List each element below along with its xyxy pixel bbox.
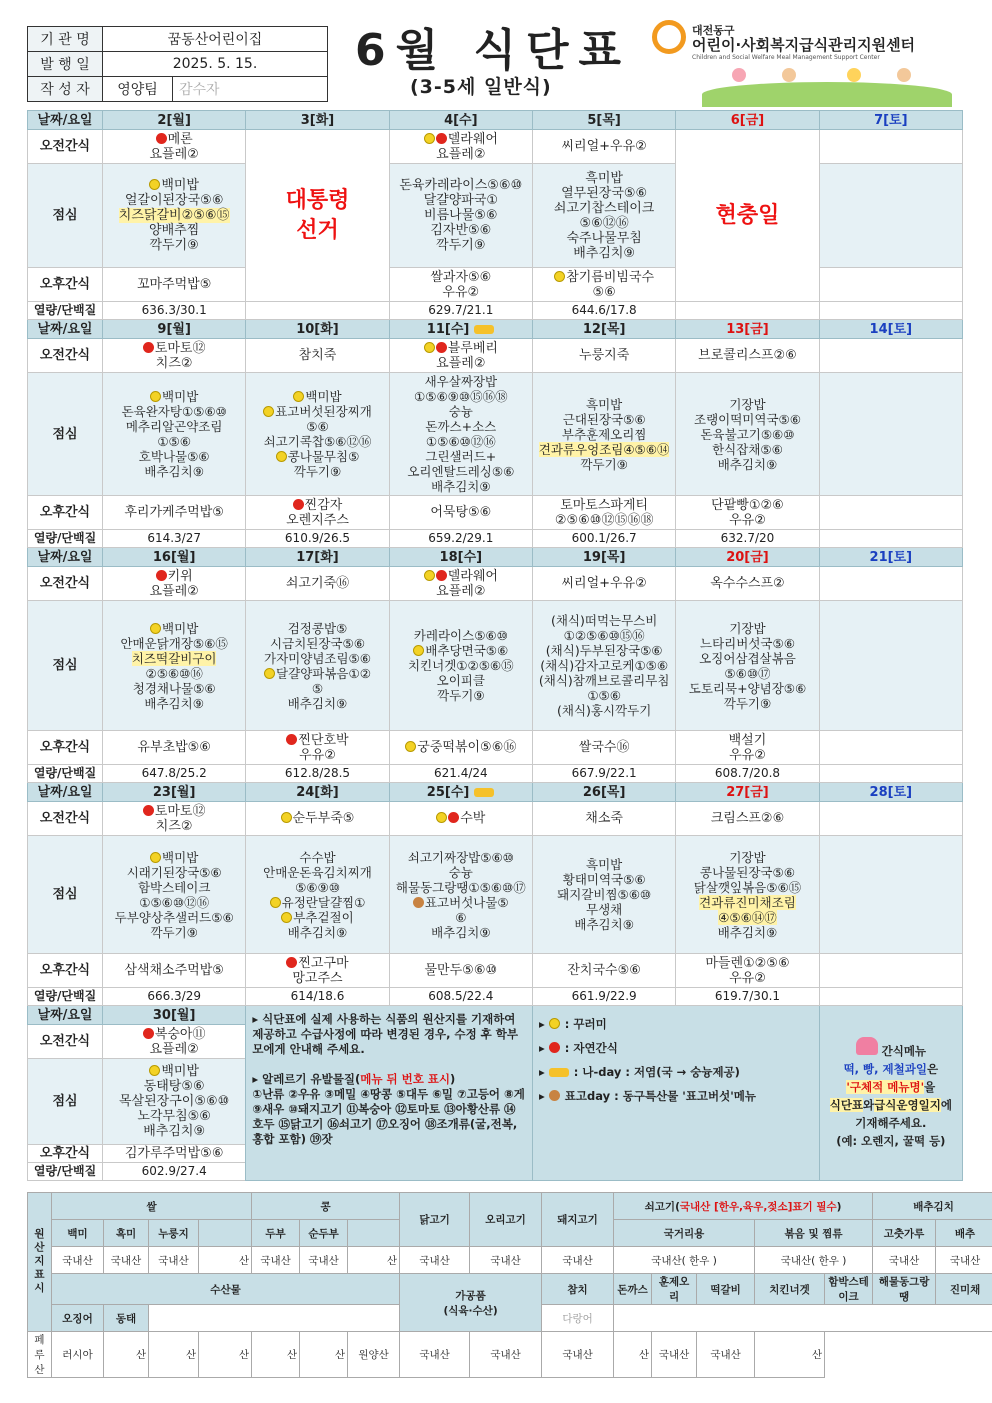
lemon-icon xyxy=(424,133,435,144)
lunch-menu: 흑미밥 열무된장국⑤⑥ 쇠고기찹스테이크 ⑤⑥⑫⑯ 숙주나물무침 배추김치⑨ xyxy=(532,164,675,268)
afternoon-label: 오후간식 xyxy=(28,731,103,765)
lemon-icon xyxy=(293,391,304,402)
apple-icon xyxy=(286,734,297,745)
afternoon-menu: 잔치국수⑤⑥ xyxy=(532,954,675,988)
origin-subhead: 해물동그랑땡 xyxy=(873,1274,936,1305)
afternoon-menu: 꼬마주먹밥⑤ xyxy=(103,268,246,302)
origin-subhead: 고춧가루 xyxy=(873,1220,936,1247)
morning-menu: 순두부죽⑤ xyxy=(246,802,389,836)
day-label: 날짜/요일 xyxy=(28,1006,103,1025)
afternoon-label: 오후간식 xyxy=(28,268,103,302)
lemon-icon xyxy=(424,342,435,353)
morning-menu: 씨리얼+우유② xyxy=(532,567,675,601)
author: 영양팀 xyxy=(103,77,173,102)
morning-menu: 수박 xyxy=(389,802,532,836)
morning-menu: 메론 요플레② xyxy=(103,130,246,164)
origin-value: 국내산 xyxy=(873,1247,936,1274)
logo-hill-icon xyxy=(702,82,952,107)
apple-icon xyxy=(549,1042,560,1053)
kid-icon xyxy=(847,68,861,82)
origin-duck-head: 오리고기 xyxy=(470,1193,542,1247)
holiday-label: 대통령 선거 xyxy=(285,187,350,243)
lemon-icon xyxy=(270,897,281,908)
kcal-label: 열량/단백질 xyxy=(28,988,103,1006)
date-label: 발 행 일 xyxy=(28,52,103,77)
page-title: 6월 식단표 xyxy=(355,25,631,76)
lunch-menu: 백미밥 표고버섯된장찌개 ⑤⑥ 쇠고기콕찹⑤⑥⑫⑯ 콩나물무침⑤ 깍두기⑨ xyxy=(246,373,389,496)
logo-name: 어린이·사회복지급식관리지원센터 xyxy=(692,36,916,54)
lunch-label: 점심 xyxy=(28,601,103,731)
morning-label: 오전간식 xyxy=(28,802,103,836)
holiday-cell xyxy=(246,130,389,302)
origin-subhead: 순두부 xyxy=(300,1220,348,1247)
origin-subhead: 떡갈비 xyxy=(697,1274,755,1305)
day-header: 10[화] xyxy=(246,320,389,339)
day-label: 날짜/요일 xyxy=(28,320,103,339)
origin-empty xyxy=(614,1305,992,1332)
kcal-value: 614/18.6 xyxy=(246,988,389,1006)
kcal-value: 610.9/26.5 xyxy=(246,530,389,548)
origin-value: 산 xyxy=(348,1247,400,1274)
origin-value: 페루산 xyxy=(28,1332,52,1378)
kcal-value xyxy=(246,302,389,320)
low-salt-day-icon xyxy=(549,1068,569,1077)
afternoon-menu xyxy=(819,496,962,530)
origin-value: 국내산 xyxy=(149,1247,199,1274)
lemon-icon xyxy=(149,1065,160,1076)
lunch-menu: 기장밥 조랭이떡미역국⑤⑥ 돈육불고기⑤⑥⑩ 한식잡채⑤⑥ 배추김치⑨ xyxy=(676,373,819,496)
kcal-value xyxy=(819,988,962,1006)
logo-mark-icon xyxy=(652,20,686,54)
apple-icon xyxy=(143,342,154,353)
afternoon-menu: 쌀과자⑤⑥ 우유② xyxy=(389,268,532,302)
morning-menu: 채소죽 xyxy=(532,802,675,836)
kcal-value xyxy=(676,302,819,320)
lunch-menu: 백미밥 동태탕⑤⑥ 목살된장구이⑤⑥⑩ 노각무침⑤⑥ 배추김치⑨ xyxy=(103,1059,246,1145)
origin-value: 산 xyxy=(104,1332,149,1378)
notes-block: ▸ 식단표에 실제 사용하는 식품의 원산지를 기재하여 제공하고 수급사정에 따라 변경된 경우, 수정 후 학부모에게 안내해 주세요. ▸ 알레르기 유발물질(메뉴 뒤 번호 표시) ①난류 ②우유 ③메밀 ④땅콩 ⑤대두 ⑥밀 ⑦고등어 ⑧게 ⑨새우 ⑩돼지고기 ⑪복숭아 ⑫토마토 ⑬아황산류 ⑭호두 ⑮닭고기 ⑯쇠고기 ⑰오징어 ⑱조개류(굴,전복,홍합 포함) ⑲잣 xyxy=(246,1006,533,1181)
apple-icon xyxy=(156,133,167,144)
day-header: 27[금] xyxy=(676,783,819,802)
lemon-icon xyxy=(281,912,292,923)
mushroom-face-icon xyxy=(549,1090,560,1101)
origin-value: 국내산 xyxy=(470,1247,542,1274)
lunch-menu: 수수밥 안매운돈육김치찌개 ⑤⑥⑨⑩ 유정란달걀찜① 부추겉절이 배추김치⑨ xyxy=(246,836,389,954)
day-header: 3[화] xyxy=(246,111,389,130)
low-salt-day-icon xyxy=(474,788,494,797)
afternoon-label: 오후간식 xyxy=(28,954,103,988)
origin-subhead: 배추 xyxy=(936,1220,992,1247)
origin-subhead: 다랑어 xyxy=(542,1305,614,1332)
afternoon-label: 오후간식 xyxy=(28,1145,103,1163)
lunch-menu: 검정콩밥⑤ 시금치된장국⑤⑥ 가자미양념조림⑤⑥ 달걀양파볶음①② ⑤ 배추김치⑨ xyxy=(246,601,389,731)
snack-note: 간식메뉴 떡, 빵, 제철과일은 '구체적 메뉴명'을 식단표와급식운영일지에 기재해주세요. (예: 오렌지, 꿀떡 등) xyxy=(819,1006,962,1181)
lemon-icon xyxy=(263,406,274,417)
lunch-menu: 백미밥 시래기된장국⑤⑥ 함박스테이크 ①⑤⑥⑩⑫⑯ 두부양상추샐러드⑤⑥ 깍두기⑨ xyxy=(103,836,246,954)
origin-value: 국내산( 한우 ) xyxy=(755,1247,873,1274)
legend-block: ▸ : 꾸러미 ▸ : 자연간식 ▸ : 나-day : 저염(국 → 숭늉제공) ▸ 표고day : 동구특산물 '표고버섯'메뉴 xyxy=(532,1006,819,1181)
day-header: 2[월] xyxy=(103,111,246,130)
day-label: 날짜/요일 xyxy=(28,111,103,130)
page-subtitle: (3-5세 일반식) xyxy=(410,76,552,98)
origin-proc-head: 가공품 (식육·수산) xyxy=(400,1274,542,1332)
origin-subhead: 돈까스 xyxy=(614,1274,652,1305)
kcal-value: 659.2/29.1 xyxy=(389,530,532,548)
day-header: 20[금] xyxy=(676,548,819,567)
origin-value: 국내산 xyxy=(542,1247,614,1274)
origin-pork-head: 돼지고기 xyxy=(542,1193,614,1247)
origin-value: 국내산 xyxy=(400,1247,470,1274)
kcal-value xyxy=(819,302,962,320)
origin-subhead: 볶음 및 찜류 xyxy=(755,1220,873,1247)
morning-menu xyxy=(819,567,962,601)
day-header: 21[토] xyxy=(819,548,962,567)
morning-label: 오전간식 xyxy=(28,130,103,164)
afternoon-menu: 마들렌①②⑤⑥ 우유② xyxy=(676,954,819,988)
origin-value: 산 xyxy=(199,1332,252,1378)
morning-label: 오전간식 xyxy=(28,339,103,373)
kcal-value: 661.9/22.9 xyxy=(532,988,675,1006)
apple-icon xyxy=(156,570,167,581)
day-header: 4[수] xyxy=(389,111,532,130)
origin-subhead: 훈제오리 xyxy=(652,1274,697,1305)
lemon-icon xyxy=(281,812,292,823)
day-header: 19[목] xyxy=(532,548,675,567)
lunch-menu: 기장밥 콩나물된장국⑤⑥ 닭살깻잎볶음⑤⑥⑮ 견과류진미채조림 ④⑤⑥⑭⑰ 배추김치⑨ xyxy=(676,836,819,954)
afternoon-menu xyxy=(819,954,962,988)
origin-value: 산 xyxy=(755,1332,825,1378)
lunch-menu: (채식)떠먹는무스비 ①②⑤⑥⑩⑮⑯ (채식)두부된장국⑤⑥ (채식)감자고로케①⑤⑥ (채식)참깨브로콜리무침 ①⑤⑥ (채식)홍시깍두기 xyxy=(532,601,675,731)
origin-subhead: 국거리용 xyxy=(614,1220,755,1247)
day-header: 24[화] xyxy=(246,783,389,802)
day-header: 18[수] xyxy=(389,548,532,567)
origin-value: 러시아 xyxy=(52,1332,104,1378)
apple-icon xyxy=(436,570,447,581)
kcal-value: 666.3/29 xyxy=(103,988,246,1006)
afternoon-menu: 김가루주먹밥⑤⑥ xyxy=(103,1145,246,1163)
kcal-label: 열량/단백질 xyxy=(28,302,103,320)
lemon-icon xyxy=(424,570,435,581)
origin-kimchi-head: 배추김치 xyxy=(873,1193,992,1220)
lemon-icon xyxy=(276,451,287,462)
lunch-menu: 돈육카레라이스⑤⑥⑩ 달걀양파국① 비름나물⑤⑥ 김자반⑤⑥ 깍두기⑨ xyxy=(389,164,532,268)
lunch-menu: 백미밥 돈육완자탕①⑤⑥⑩ 메추리알곤약조림 ①⑤⑥ 호박나물⑤⑥ 배추김치⑨ xyxy=(103,373,246,496)
author-label: 작 성 자 xyxy=(28,77,103,102)
origin-value: 국내산 xyxy=(300,1247,348,1274)
lunch-label: 점심 xyxy=(28,164,103,268)
origin-value: 국내산 xyxy=(400,1332,470,1378)
origin-side-label: 원산지표시 xyxy=(28,1193,52,1332)
lemon-icon xyxy=(413,645,424,656)
morning-menu: 크림스프②⑥ xyxy=(676,802,819,836)
origin-value: 국내산 xyxy=(104,1247,149,1274)
day-header: 16[월] xyxy=(103,548,246,567)
holiday-label: 현충일 xyxy=(715,202,780,228)
menu-table xyxy=(27,110,963,1181)
kcal-value: 612.8/28.5 xyxy=(246,765,389,783)
morning-menu: 토마토⑫ 치즈② xyxy=(103,339,246,373)
origin-subhead: 진미채 xyxy=(936,1274,992,1305)
apple-icon xyxy=(286,957,297,968)
day-header: 5[목] xyxy=(532,111,675,130)
day-label: 날짜/요일 xyxy=(28,548,103,567)
origin-subhead xyxy=(199,1220,252,1247)
day-header: 7[토] xyxy=(819,111,962,130)
origin-value: 국내산 xyxy=(252,1247,300,1274)
origin-subhead: 동태 xyxy=(104,1305,149,1332)
kcal-value: 619.7/30.1 xyxy=(676,988,819,1006)
lunch-label: 점심 xyxy=(28,1059,103,1145)
origin-chicken-head: 닭고기 xyxy=(400,1193,470,1247)
kcal-value: 632.7/20 xyxy=(676,530,819,548)
morning-menu: 키위 요플레② xyxy=(103,567,246,601)
center-logo xyxy=(652,12,952,107)
kid-icon xyxy=(782,68,796,82)
afternoon-menu: 물만두⑤⑥⑩ xyxy=(389,954,532,988)
holiday-cell xyxy=(676,130,819,302)
kcal-value: 608.7/20.8 xyxy=(676,765,819,783)
lunch-menu: 기장밥 느타리버섯국⑤⑥ 오징어삼겹살볶음⑤⑥⑩⑰ 도토리묵+양념장⑤⑥ 깍두기⑨ xyxy=(676,601,819,731)
origin-value: 산 xyxy=(300,1332,348,1378)
origin-value: 국내산 xyxy=(52,1247,104,1274)
morning-menu: 델라웨어 요플레② xyxy=(389,130,532,164)
origin-value: 산 xyxy=(149,1332,199,1378)
afternoon-menu xyxy=(819,268,962,302)
apple-icon xyxy=(448,812,459,823)
afternoon-menu: 찐고구마 망고주스 xyxy=(246,954,389,988)
kcal-value: 621.4/24 xyxy=(389,765,532,783)
origin-subhead: 참치 xyxy=(542,1274,614,1305)
mushroom-face-icon xyxy=(413,897,424,908)
apple-icon xyxy=(436,342,447,353)
kcal-value: 608.5/22.4 xyxy=(389,988,532,1006)
afternoon-menu: 찐단호박 우유② xyxy=(246,731,389,765)
origin-subhead xyxy=(348,1220,400,1247)
low-salt-day-icon xyxy=(474,325,494,334)
reviewer: 감수자 xyxy=(173,77,328,102)
morning-menu: 블루베리 요플레② xyxy=(389,339,532,373)
afternoon-label: 오후간식 xyxy=(28,496,103,530)
lunch-menu: 카레라이스⑤⑥⑩ 배추당면국⑤⑥ 치킨너겟①②⑤⑥⑮ 오이피클 깍두기⑨ xyxy=(389,601,532,731)
kcal-value: 647.8/25.2 xyxy=(103,765,246,783)
afternoon-menu: 단팥빵①②⑥ 우유② xyxy=(676,496,819,530)
morning-menu xyxy=(819,130,962,164)
day-header: 9[월] xyxy=(103,320,246,339)
org-name: 꿈동산어린이집 xyxy=(103,27,328,52)
morning-menu: 씨리얼+우유② xyxy=(532,130,675,164)
morning-label: 오전간식 xyxy=(28,567,103,601)
kcal-value xyxy=(819,530,962,548)
kcal-value: 667.9/22.1 xyxy=(532,765,675,783)
origin-rice-head: 쌀 xyxy=(52,1193,252,1220)
lunch-label: 점심 xyxy=(28,836,103,954)
kid-icon xyxy=(732,68,746,82)
lunch-menu xyxy=(819,164,962,268)
lemon-icon xyxy=(264,668,275,679)
day-header: 13[금] xyxy=(676,320,819,339)
origin-table xyxy=(27,1192,992,1378)
lemon-icon xyxy=(436,812,447,823)
lemon-icon xyxy=(405,741,416,752)
afternoon-menu: 궁중떡볶이⑤⑥⑯ xyxy=(389,731,532,765)
origin-subhead: 함박스테이크 xyxy=(825,1274,873,1305)
afternoon-menu: 찐감자 오렌지주스 xyxy=(246,496,389,530)
morning-label: 오전간식 xyxy=(28,1025,103,1059)
origin-subhead: 오징어 xyxy=(52,1305,104,1332)
afternoon-menu: 참기름비빔국수 ⑤⑥ xyxy=(532,268,675,302)
day-header: 12[목] xyxy=(532,320,675,339)
day-header: 28[토] xyxy=(819,783,962,802)
kcal-value: 614.3/27 xyxy=(103,530,246,548)
day-header: 26[목] xyxy=(532,783,675,802)
kcal-label: 열량/단백질 xyxy=(28,765,103,783)
lunch-menu: 백미밥 얼갈이된장국⑤⑥ 치즈닭갈비②⑤⑥⑮ 양배추찜 깍두기⑨ xyxy=(103,164,246,268)
origin-value: 국내산 xyxy=(936,1247,992,1274)
morning-menu: 쇠고기죽⑯ xyxy=(246,567,389,601)
origin-beef-head: 쇠고기(국내산 [한우,육우,젖소]표기 필수) xyxy=(614,1193,873,1220)
apple-icon xyxy=(293,499,304,510)
lemon-icon xyxy=(149,179,160,190)
morning-menu xyxy=(819,339,962,373)
origin-sea-head: 수산물 xyxy=(52,1274,400,1305)
lunch-menu xyxy=(819,601,962,731)
lemon-icon xyxy=(150,391,161,402)
logo-english: Children and Social Welfare Meal Management Support Center xyxy=(692,54,880,61)
day-label: 날짜/요일 xyxy=(28,783,103,802)
morning-menu: 누룽지죽 xyxy=(532,339,675,373)
afternoon-menu: 쌀국수⑯ xyxy=(532,731,675,765)
lunch-menu: 백미밥 안매운닭개장⑤⑥⑮ 치즈떡갈비구이 ②⑤⑥⑩⑯ 청경채나물⑤⑥ 배추김치⑨ xyxy=(103,601,246,731)
day-header: 23[월] xyxy=(103,783,246,802)
afternoon-menu xyxy=(819,731,962,765)
origin-value: 산 xyxy=(614,1332,652,1378)
lemon-icon xyxy=(150,623,161,634)
lemon-icon xyxy=(549,1018,560,1029)
afternoon-menu: 후리가케주먹밥⑤ xyxy=(103,496,246,530)
origin-subhead: 두부 xyxy=(252,1220,300,1247)
origin-value: 국내산 xyxy=(697,1332,755,1378)
issue-date: 2025. 5. 15. xyxy=(103,52,328,77)
kcal-value xyxy=(819,765,962,783)
kcal-label: 열량/단백질 xyxy=(28,530,103,548)
origin-value: 산 xyxy=(199,1247,252,1274)
kcal-value: 636.3/30.1 xyxy=(103,302,246,320)
afternoon-menu: 토마토스파게티 ②⑤⑥⑩⑫⑮⑯⑱ xyxy=(532,496,675,530)
day-header: 25[수] xyxy=(389,783,532,802)
day-header: 14[토] xyxy=(819,320,962,339)
morning-menu: 옥수수스프② xyxy=(676,567,819,601)
lunch-menu: 새우살짜장밥 ①⑤⑥⑨⑩⑮⑯⑱ 숭늉 돈까스+소스①⑤⑥⑩⑫⑯ 그린샐러드+ 오리엔탈드레싱⑤⑥ 배추김치⑨ xyxy=(389,373,532,496)
afternoon-menu: 삼색채소주먹밥⑤ xyxy=(103,954,246,988)
origin-value: 산 xyxy=(252,1332,300,1378)
origin-value: 국내산( 한우 ) xyxy=(614,1247,755,1274)
origin-subhead: 흑미 xyxy=(104,1220,149,1247)
lunch-label: 점심 xyxy=(28,373,103,496)
morning-menu: 참치죽 xyxy=(246,339,389,373)
lunch-menu: 쇠고기짜장밥⑤⑥⑩ 숭늉 해물동그랑땡①⑤⑥⑩⑰ 표고버섯나물⑤ ⑥ 배추김치⑨ xyxy=(389,836,532,954)
morning-menu: 복숭아⑪ 요플레② xyxy=(103,1025,246,1059)
day-header: 11[수] xyxy=(389,320,532,339)
apple-icon xyxy=(143,1028,154,1039)
origin-value: 원양산 xyxy=(348,1332,400,1378)
info-table xyxy=(27,26,328,102)
kcal-value: 644.6/17.8 xyxy=(532,302,675,320)
lunch-menu xyxy=(819,836,962,954)
origin-subhead: 누룽지 xyxy=(149,1220,199,1247)
apple-icon xyxy=(143,805,154,816)
org-label: 기 관 명 xyxy=(28,27,103,52)
day-header: 30[월] xyxy=(103,1006,246,1025)
apple-icon xyxy=(436,133,447,144)
morning-menu: 브로콜리스프②⑥ xyxy=(676,339,819,373)
afternoon-menu: 유부초밥⑤⑥ xyxy=(103,731,246,765)
cupcake-icon xyxy=(856,1037,878,1055)
kcal-value: 629.7/21.1 xyxy=(389,302,532,320)
origin-subhead: 백미 xyxy=(52,1220,104,1247)
lemon-icon xyxy=(554,271,565,282)
afternoon-menu: 어묵탕⑤⑥ xyxy=(389,496,532,530)
origin-subhead: 치킨너겟 xyxy=(755,1274,825,1305)
kcal-value: 600.1/26.7 xyxy=(532,530,675,548)
kcal-value: 602.9/27.4 xyxy=(103,1163,246,1181)
kcal-label: 열량/단백질 xyxy=(28,1163,103,1181)
origin-value: 국내산 xyxy=(652,1332,697,1378)
morning-menu xyxy=(819,802,962,836)
kid-icon xyxy=(897,68,911,82)
morning-menu: 토마토⑫ 치즈② xyxy=(103,802,246,836)
morning-menu: 델라웨어 요플레② xyxy=(389,567,532,601)
lunch-menu: 흑미밥 근대된장국⑤⑥ 부추훈제오리찜 견과류우엉조림④⑤⑥⑭ 깍두기⑨ xyxy=(532,373,675,496)
day-header: 17[화] xyxy=(246,548,389,567)
origin-value: 국내산 xyxy=(470,1332,542,1378)
afternoon-menu: 백설기 우유② xyxy=(676,731,819,765)
lunch-menu xyxy=(819,373,962,496)
lunch-menu: 흑미밥 황태미역국⑤⑥ 돼지갈비찜⑤⑥⑩ 무생채 배추김치⑨ xyxy=(532,836,675,954)
origin-bean-head: 콩 xyxy=(252,1193,400,1220)
origin-value: 국내산 xyxy=(542,1332,614,1378)
origin-empty xyxy=(149,1305,400,1332)
logo-district: 대전동구 xyxy=(692,24,735,37)
lemon-icon xyxy=(150,852,161,863)
day-header: 6[금] xyxy=(676,111,819,130)
